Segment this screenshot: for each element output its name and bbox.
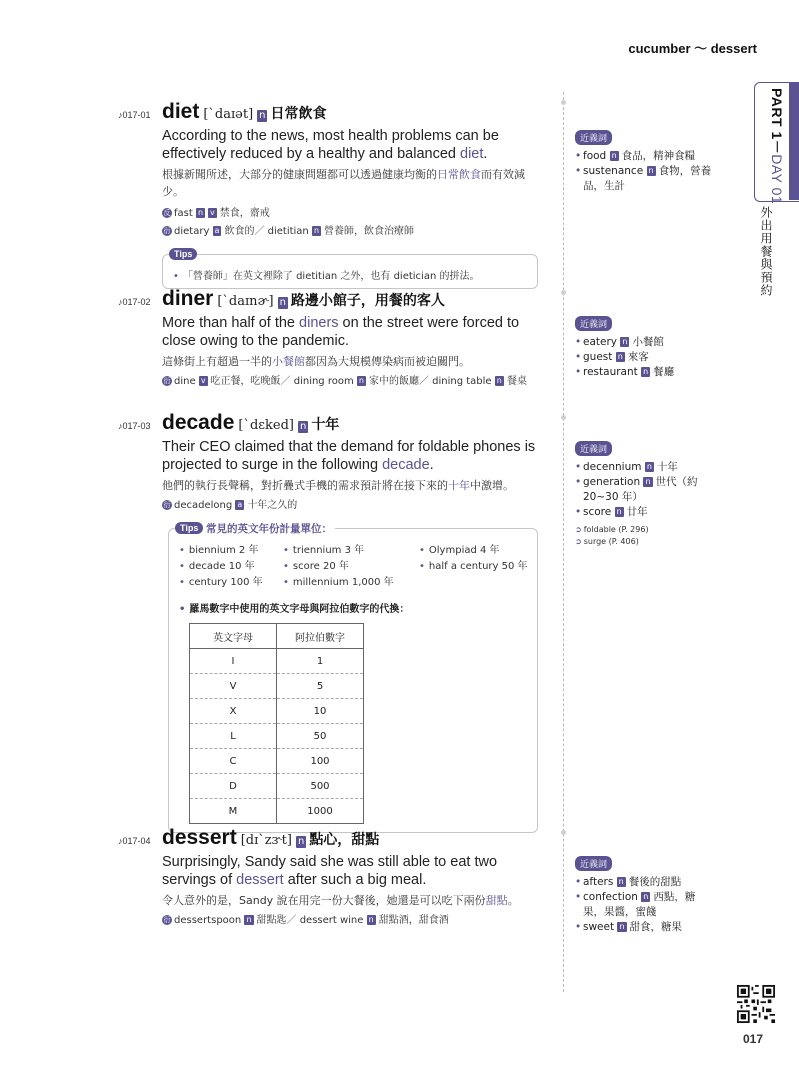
- pronunciation: [dɪˋzɝt]: [240, 833, 292, 848]
- tips-label: Tips: [169, 248, 197, 260]
- unit-item: • score 20 年: [283, 557, 419, 572]
- tips-text: • 「營養師」在英文裡除了 dietitian 之外，也有 dietician 的拼法。: [173, 267, 527, 282]
- divider-dot: [561, 100, 566, 105]
- synonyms-label: 近義詞: [575, 130, 612, 145]
- entry-head: [118, 411, 538, 435]
- running-header: cucumber ～ dessert: [628, 41, 757, 56]
- divider-dot: [561, 830, 566, 835]
- divider-dot: [561, 415, 566, 420]
- pronunciation: [ˋdaɪnɚ]: [217, 294, 274, 309]
- unit-item: • half a century 50 年: [419, 557, 549, 572]
- headword: decade: [162, 411, 235, 434]
- meaning: 十年: [311, 417, 340, 433]
- unit-item: • millennium 1,000 年: [283, 573, 419, 588]
- page-number: 017: [743, 1032, 764, 1046]
- synonym-item: • sweet n 甜食，糖果: [575, 920, 715, 935]
- entry-diner: [118, 287, 538, 390]
- cross-reference[interactable]: ➲ surge (P. 406): [575, 537, 639, 546]
- chapter-tab-label: PART 1－DAY 01: [769, 88, 785, 205]
- derivative-icon: 衍: [163, 916, 171, 924]
- tips-box-units: [168, 523, 538, 833]
- example-zh: 他們的執行長聲稱，對折疊式手機的需求預計將在接下來的十年中激增。: [162, 479, 514, 492]
- table-header: 英文字母: [190, 624, 277, 649]
- cross-reference[interactable]: ➲ foldable (P. 296): [575, 525, 649, 534]
- table-header: 阿拉伯數字: [277, 624, 364, 649]
- synonyms-decade: [575, 441, 715, 548]
- headword: diner: [162, 287, 214, 310]
- tips-box: [162, 249, 538, 289]
- example-en: Their CEO claimed that the demand for foldable phones is projected to surge in the following decade.: [162, 439, 536, 473]
- unit-item: • century 100 年: [179, 573, 283, 588]
- synonym-item: • afters n 餐後的甜點: [575, 875, 715, 890]
- audio-track-icon[interactable]: ♪017-02: [118, 297, 151, 307]
- table-row: V 5: [190, 674, 364, 699]
- synonyms-diet: [575, 130, 715, 194]
- synonym-item: • guest n 來客: [575, 350, 715, 365]
- related-derivative: 衍 dietary a 飲食的／ dietitian n 營養師，飲食治療師: [163, 226, 415, 237]
- synonyms-diner: [575, 316, 715, 380]
- pronunciation: [ˋdaɪət]: [203, 107, 254, 122]
- entry-decade: [118, 411, 538, 833]
- table-row: C 100: [190, 749, 364, 774]
- cross-ref-icon: ➲: [575, 537, 582, 546]
- meaning: 點心，甜點: [309, 832, 380, 848]
- entry-dessert: [118, 826, 538, 929]
- synonym-item: • decennium n 十年: [575, 460, 715, 475]
- unit-item: • Olympiad 4 年: [419, 541, 549, 556]
- synonyms-label: 近義詞: [575, 856, 612, 871]
- derivative-icon: 衍: [163, 501, 171, 509]
- qr-code-icon[interactable]: [737, 985, 775, 1023]
- example-zh: 令人意外的是，Sandy 說在用完一份大餐後，她還是可以吃下兩份甜點。: [162, 894, 519, 907]
- entry-diet: [118, 100, 538, 289]
- synonym-item: • confection n 西點，糖果，果醬，蜜餞: [575, 890, 715, 920]
- entry-head: [118, 826, 538, 850]
- unit-item: • biennium 2 年: [179, 541, 283, 556]
- example-zh: 這條街上有超過一半的小餐館都因為大規模傳染病而被迫關門。: [162, 355, 470, 368]
- synonym-item: • sustenance n 食物，營養品，生計: [575, 164, 715, 194]
- headword: dessert: [162, 826, 237, 849]
- tips-title: 常見的英文年份計量單位：: [203, 521, 335, 536]
- divider-dot: [561, 290, 566, 295]
- roman-table-title: • 羅馬數字中使用的英文字母與阿拉伯數字的代換：: [179, 600, 527, 615]
- unit-item: • triennium 3 年: [283, 541, 419, 556]
- synonym-item: • food n 食品，精神食糧: [575, 149, 715, 164]
- related-derivative: 衍 dessertspoon n 甜點匙／ dessert wine n 甜點酒，甜食酒: [163, 915, 449, 926]
- meaning: 路邊小館子，用餐的客人: [290, 293, 445, 309]
- cross-ref-icon: ➲: [575, 525, 582, 534]
- table-row: L 50: [190, 724, 364, 749]
- roman-numeral-table: [189, 623, 364, 824]
- derivative-icon: 衍: [163, 227, 171, 235]
- synonyms-label: 近義詞: [575, 441, 612, 456]
- entry-head: [118, 100, 538, 124]
- pos-badge: n: [297, 836, 305, 847]
- example-en: More than half of the diners on the street were forced to close owing to the pandemic.: [162, 315, 520, 349]
- audio-track-icon[interactable]: ♪017-03: [118, 421, 151, 431]
- derivative-icon: 衍: [163, 377, 171, 385]
- headword: diet: [162, 100, 200, 123]
- synonyms-label: 近義詞: [575, 316, 612, 331]
- entry-head: [118, 287, 538, 311]
- related-derivative: 衍 decadelong a 十年之久的: [163, 500, 298, 511]
- table-row: D 500: [190, 774, 364, 799]
- table-row: M 1000: [190, 799, 364, 824]
- example-zh: 根據新聞所述，大部分的健康問題都可以透過健康均衡的日常飲食而有效減少。: [162, 168, 525, 198]
- chapter-topic: 外出用餐與預約: [759, 206, 773, 297]
- table-row: X 10: [190, 699, 364, 724]
- column-divider: [563, 92, 564, 992]
- synonym-item: • restaurant n 餐廳: [575, 365, 715, 380]
- meaning: 日常飲食: [270, 106, 327, 122]
- synonym-item: • score n 廿年: [575, 505, 715, 520]
- synonyms-dessert: [575, 856, 715, 935]
- unit-item: • decade 10 年: [179, 557, 283, 572]
- pos-badge: n: [279, 297, 286, 308]
- pos-badge: n: [299, 421, 307, 432]
- chapter-tab-bar: [789, 82, 799, 200]
- synonym-item: • generation n 世代（約 20~30 年）: [575, 475, 715, 505]
- audio-track-icon[interactable]: ♪017-01: [118, 110, 151, 120]
- example-en: According to the news, most health problems can be effectively reduced by a healthy and balanced diet.: [162, 128, 499, 162]
- related-derivative: 衍 dine v 吃正餐，吃晚飯／ dining room n 家中的飯廳／ dining table n 餐桌: [163, 376, 527, 387]
- audio-track-icon[interactable]: ♪017-04: [118, 836, 151, 846]
- table-row: I 1: [190, 649, 364, 674]
- pronunciation: [ˋdɛked]: [238, 418, 294, 433]
- related-antonym: 反 fast n v 禁食，齋戒: [163, 208, 270, 219]
- pos-badge: n: [259, 110, 266, 121]
- tips-label: Tips: [175, 522, 203, 534]
- antonym-icon: 反: [163, 209, 171, 217]
- synonym-item: • eatery n 小餐館: [575, 335, 715, 350]
- year-units-list: [179, 541, 527, 588]
- example-en: Surprisingly, Sandy said she was still able to eat two servings of dessert after such a big meal.: [162, 854, 498, 888]
